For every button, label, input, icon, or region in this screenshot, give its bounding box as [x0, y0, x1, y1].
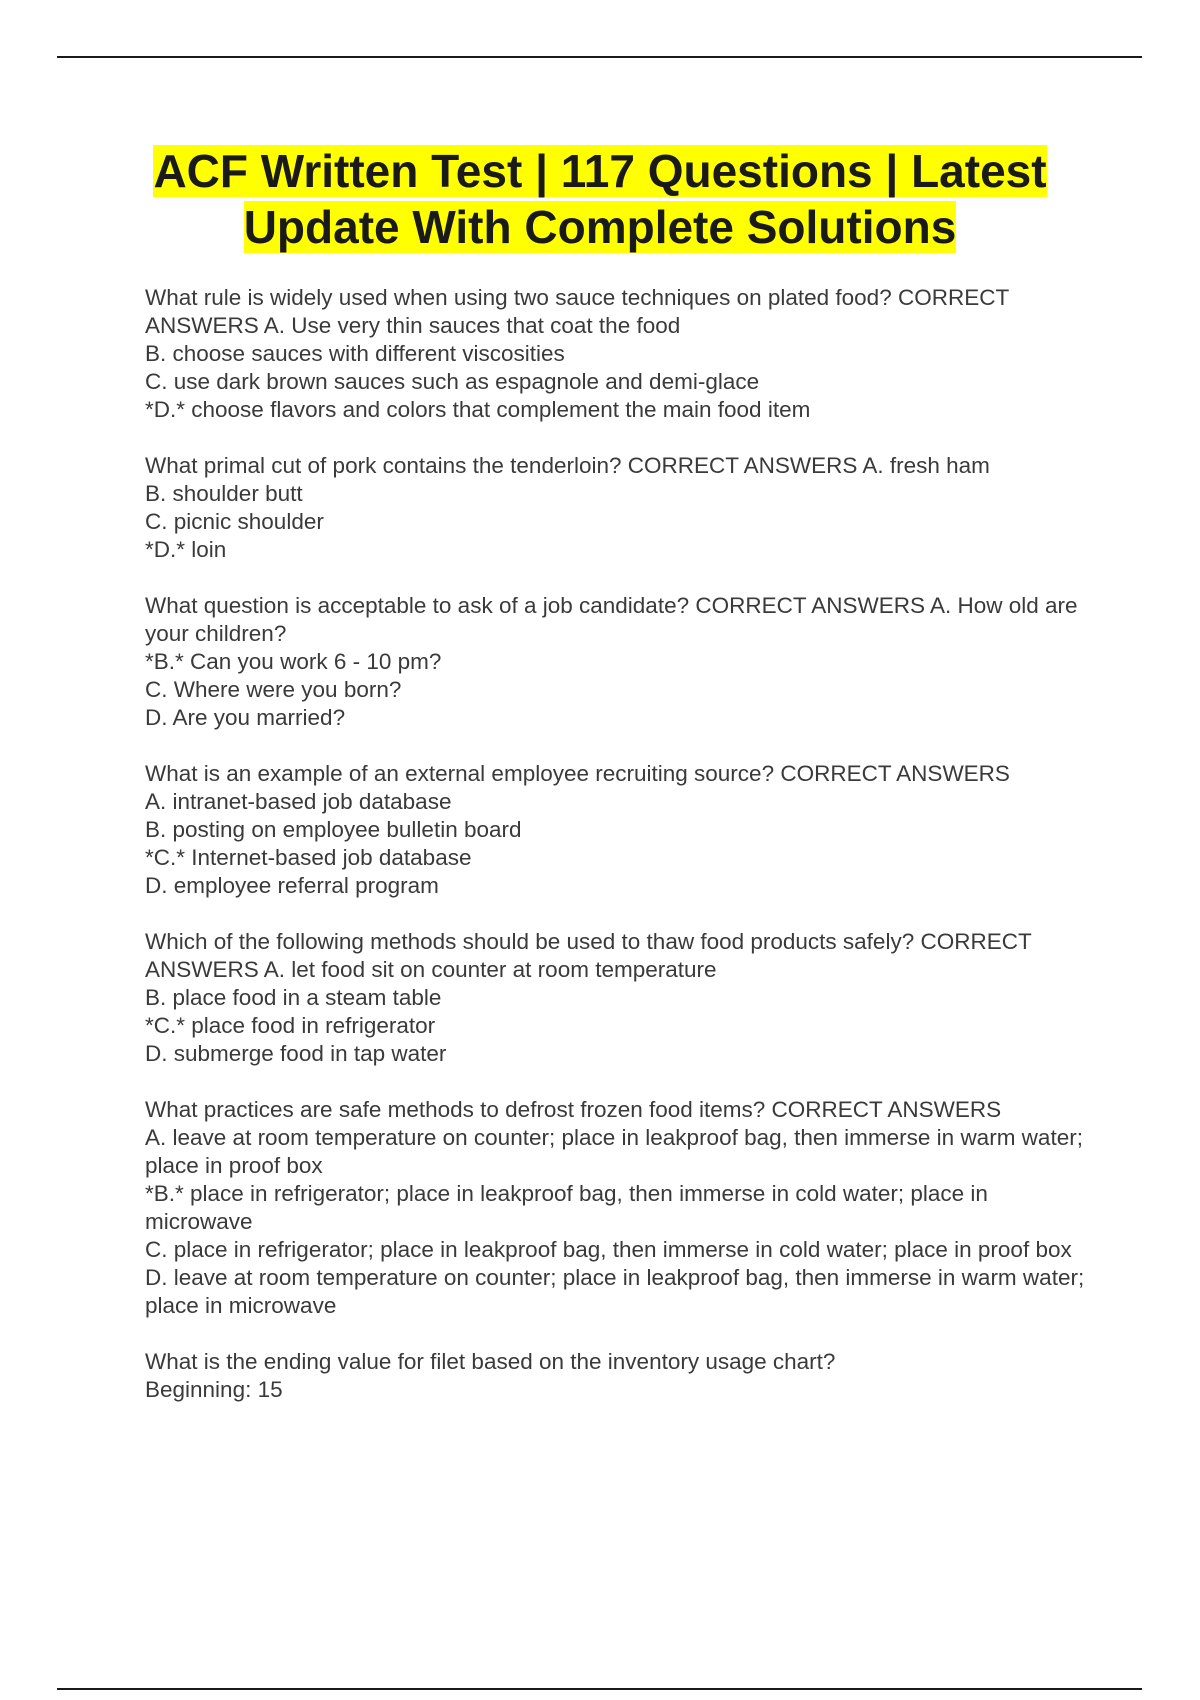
answer-option: C. place in refrigerator; place in leakproof bag, then immerse in cold water; place in proof box: [145, 1237, 1072, 1262]
answer-option: B. place food in a steam table: [145, 985, 442, 1010]
inventory-line: Beginning: 15: [145, 1377, 283, 1402]
answer-option: B. shoulder butt: [145, 481, 303, 506]
question-text: What primal cut of pork contains the tenderloin? CORRECT ANSWERS A. fresh ham: [145, 453, 990, 478]
answer-option: D. leave at room temperature on counter; place in leakproof bag, then immerse in warm water; place in microwave: [145, 1265, 1085, 1318]
question-block: [145, 452, 1085, 564]
answer-option: D. submerge food in tap water: [145, 1041, 447, 1066]
answer-option: A. leave at room temperature on counter; place in leakproof bag, then immerse in warm water; place in proof box: [145, 1125, 1083, 1178]
question-block: [145, 1096, 1085, 1320]
correct-answer-option: *B.* place in refrigerator; place in leakproof bag, then immerse in cold water; place in microwave: [145, 1181, 988, 1234]
question-block: [145, 1348, 1085, 1404]
question-text: What is an example of an external employee recruiting source? CORRECT ANSWERS: [145, 761, 1010, 786]
footer-rule: [57, 1688, 1142, 1690]
question-block: [145, 760, 1085, 900]
answer-option: A. intranet-based job database: [145, 789, 452, 814]
header-rule: [57, 56, 1142, 58]
correct-answer-option: *D.* loin: [145, 537, 227, 562]
question-block: [145, 928, 1085, 1068]
question-text: What question is acceptable to ask of a job candidate? CORRECT ANSWERS A. How old are your children?: [145, 593, 1078, 646]
answer-option: C. picnic shoulder: [145, 509, 324, 534]
document-title: ACF Written Test | 117 Questions | Latest Update With Complete Solutions: [153, 145, 1047, 253]
question-text: What rule is widely used when using two sauce techniques on plated food? CORRECT ANSWERS A. Use very thin sauces that coat the food: [145, 285, 1009, 338]
answer-option: B. choose sauces with different viscosities: [145, 341, 565, 366]
answer-option: C. Where were you born?: [145, 677, 402, 702]
answer-option: B. posting on employee bulletin board: [145, 817, 522, 842]
question-text: Which of the following methods should be used to thaw food products safely? CORRECT ANSWERS A. let food sit on counter at room temperature: [145, 929, 1032, 982]
correct-answer-option: *C.* Internet-based job database: [145, 845, 472, 870]
title-block: [100, 143, 1100, 255]
correct-answer-option: *C.* place food in refrigerator: [145, 1013, 436, 1038]
question-text: What practices are safe methods to defrost frozen food items? CORRECT ANSWERS: [145, 1097, 1002, 1122]
question-text: What is the ending value for filet based on the inventory usage chart?: [145, 1349, 836, 1374]
question-block: [145, 284, 1085, 424]
answer-option: C. use dark brown sauces such as espagnole and demi-glace: [145, 369, 760, 394]
question-block: [145, 592, 1085, 732]
correct-answer-option: *D.* choose flavors and colors that complement the main food item: [145, 397, 811, 422]
answer-option: D. employee referral program: [145, 873, 439, 898]
question-list: [145, 284, 1085, 1432]
correct-answer-option: *B.* Can you work 6 - 10 pm?: [145, 649, 442, 674]
answer-option: D. Are you married?: [145, 705, 346, 730]
